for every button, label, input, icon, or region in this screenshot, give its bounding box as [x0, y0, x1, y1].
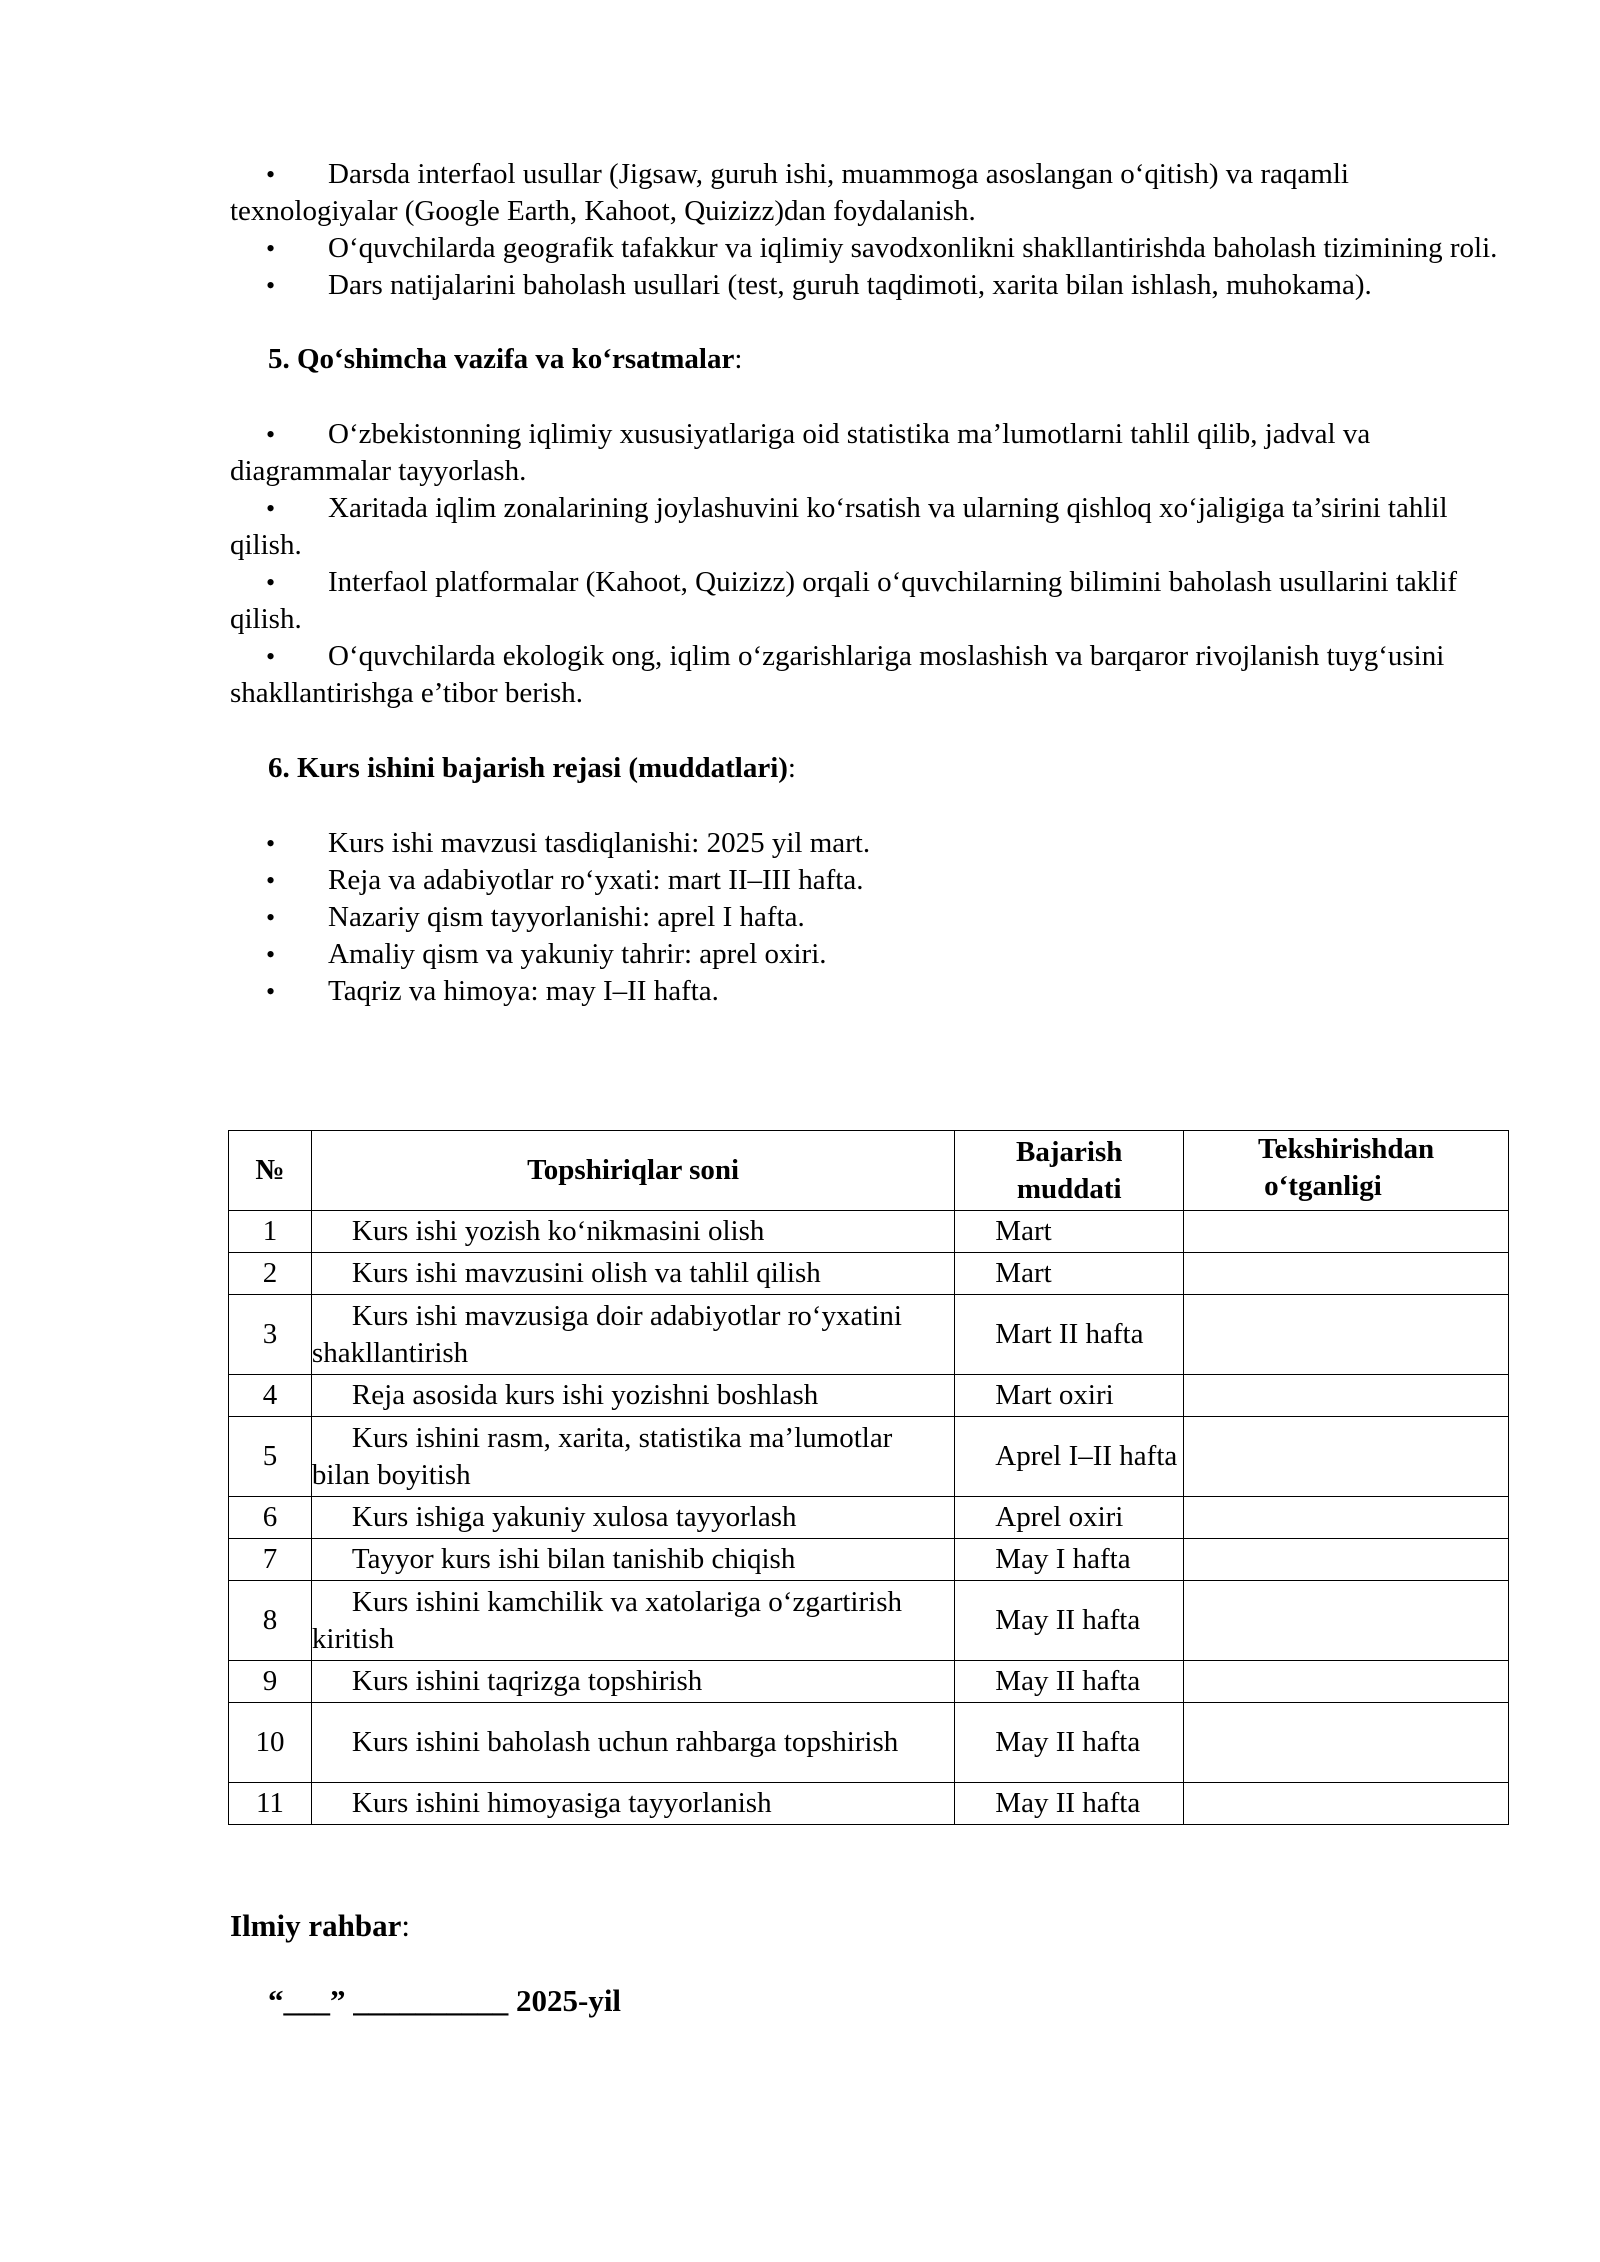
row-number: 2: [229, 1253, 312, 1295]
section-5-list: [230, 416, 1500, 712]
list-item: • Kurs ishi mavzusi tasdiqlanishi: 2025 yil mart.: [230, 825, 1500, 862]
table-row: [229, 1703, 1509, 1783]
row-number: 6: [229, 1497, 312, 1539]
row-number: 3: [229, 1295, 312, 1375]
section-6-title: 6. Kurs ishini bajarish rejasi (muddatlari): [268, 752, 788, 784]
list-item: • Interfaol platformalar (Kahoot, Quizizz) orqali o‘quvchilarning bilimini baholash usullarini taklif qilish.: [230, 566, 1458, 635]
bullet-icon: •: [266, 642, 276, 671]
check-cell: [1184, 1497, 1509, 1539]
task-cell: Kurs ishini baholash uchun rahbarga topshirish: [311, 1703, 954, 1783]
due-cell: May II hafta: [955, 1703, 1184, 1783]
table-row: [229, 1417, 1509, 1497]
check-cell: [1184, 1295, 1509, 1375]
bullet-icon: •: [266, 977, 276, 1006]
due-cell: Mart oxiri: [955, 1375, 1184, 1417]
column-header-check: Tekshirishdan o‘tganligi: [1184, 1131, 1509, 1211]
due-cell: Aprel oxiri: [955, 1497, 1184, 1539]
bullet-icon: •: [266, 234, 276, 263]
bullet-icon: •: [266, 494, 276, 523]
intro-bullet-list: [230, 156, 1500, 304]
list-item: • O‘zbekistonning iqlimiy xususiyatlariga oid statistika ma’lumotlarni tahlil qilib, jadval va diagrammalar tayyorlash.: [230, 418, 1371, 487]
check-cell: [1184, 1703, 1509, 1783]
row-number: 7: [229, 1539, 312, 1581]
due-cell: Aprel I–II hafta: [955, 1417, 1184, 1497]
task-cell: Reja asosida kurs ishi yozishni boshlash: [311, 1375, 954, 1417]
bullet-icon: •: [266, 568, 276, 597]
task-cell: Kurs ishini taqrizga topshirish: [311, 1661, 954, 1703]
due-cell: May II hafta: [955, 1581, 1184, 1661]
task-cell: Kurs ishini kamchilik va xatolariga o‘zgartirish kiritish: [311, 1581, 954, 1661]
row-number: 10: [229, 1703, 312, 1783]
column-header-number: №: [229, 1131, 312, 1211]
section-6-list: [230, 825, 1500, 1010]
list-item: • O‘quvchilarda ekologik ong, iqlim o‘zgarishlariga moslashish va barqaror rivojlanish tuyg‘usini shakllantirishga e’tibor berish.: [230, 640, 1445, 709]
due-cell: Mart: [955, 1211, 1184, 1253]
list-item: • Taqriz va himoya: may I–II hafta.: [230, 973, 1500, 1010]
check-cell: [1184, 1783, 1509, 1825]
due-cell: May II hafta: [955, 1783, 1184, 1825]
row-number: 9: [229, 1661, 312, 1703]
task-cell: Kurs ishiga yakuniy xulosa tayyorlash: [311, 1497, 954, 1539]
check-cell: [1184, 1661, 1509, 1703]
section-5-title: 5. Qo‘shimcha vazifa va ko‘rsatmalar: [268, 343, 735, 375]
row-number: 4: [229, 1375, 312, 1417]
check-cell: [1184, 1375, 1509, 1417]
task-schedule-table: [228, 1130, 1509, 1825]
table-row: [229, 1497, 1509, 1539]
list-item: • O‘quvchilarda geografik tafakkur va iqlimiy savodxonlikni shakllantirishda baholash tizimining roli.: [230, 230, 1500, 267]
bullet-icon: •: [266, 866, 276, 895]
check-cell: [1184, 1211, 1509, 1253]
list-item: • Reja va adabiyotlar ro‘yxati: mart II–III hafta.: [230, 862, 1500, 899]
table-row: [229, 1375, 1509, 1417]
list-item: • Dars natijalarini baholash usullari (test, guruh taqdimoti, xarita bilan ishlash, muhokama).: [230, 267, 1500, 304]
table-row: [229, 1253, 1509, 1295]
section-5-heading: 5. Qo‘shimcha vazifa va ko‘rsatmalar:: [268, 343, 743, 375]
table-header-row: [229, 1131, 1509, 1211]
task-cell: Kurs ishi yozish ko‘nikmasini olish: [311, 1211, 954, 1253]
signature-date-line: “___” __________ 2025-yil: [268, 1983, 622, 2018]
bullet-icon: •: [266, 829, 276, 858]
list-item: • Nazariy qism tayyorlanishi: aprel I hafta.: [230, 899, 1500, 936]
table-row: [229, 1211, 1509, 1253]
task-cell: Tayyor kurs ishi bilan tanishib chiqish: [311, 1539, 954, 1581]
list-item: • Amaliy qism va yakuniy tahrir: aprel oxiri.: [230, 936, 1500, 973]
supervisor-label: Ilmiy rahbar:: [230, 1908, 410, 1943]
column-header-due: Bajarish muddati: [955, 1131, 1184, 1211]
section-6-heading: 6. Kurs ishini bajarish rejasi (muddatlari):: [268, 752, 796, 784]
table-row: [229, 1581, 1509, 1661]
list-item: • Darsda interfaol usullar (Jigsaw, guruh ishi, muammoga asoslangan o‘qitish) va raqamli texnologiyalar (Google Earth, Kahoot, Quizizz)dan foydalanish.: [230, 158, 1349, 227]
row-number: 5: [229, 1417, 312, 1497]
task-cell: Kurs ishini rasm, xarita, statistika ma’lumotlar bilan boyitish: [311, 1417, 954, 1497]
due-cell: May I hafta: [955, 1539, 1184, 1581]
column-header-task: Topshiriqlar soni: [311, 1131, 954, 1211]
row-number: 1: [229, 1211, 312, 1253]
due-cell: Mart II hafta: [955, 1295, 1184, 1375]
check-cell: [1184, 1581, 1509, 1661]
row-number: 11: [229, 1783, 312, 1825]
document-body: [230, 150, 1500, 1010]
table-row: [229, 1295, 1509, 1375]
table-row: [229, 1539, 1509, 1581]
table-row: [229, 1783, 1509, 1825]
due-cell: Mart: [955, 1253, 1184, 1295]
due-cell: May II hafta: [955, 1661, 1184, 1703]
row-number: 8: [229, 1581, 312, 1661]
bullet-icon: •: [266, 160, 276, 189]
check-cell: [1184, 1417, 1509, 1497]
bullet-icon: •: [266, 420, 276, 449]
task-cell: Kurs ishi mavzusini olish va tahlil qilish: [311, 1253, 954, 1295]
table-row: [229, 1661, 1509, 1703]
bullet-icon: •: [266, 271, 276, 300]
check-cell: [1184, 1253, 1509, 1295]
list-item: • Xaritada iqlim zonalarining joylashuvini ko‘rsatish va ularning qishloq xo‘jaligiga ta’sirini tahlil qilish.: [230, 492, 1448, 561]
task-cell: Kurs ishi mavzusiga doir adabiyotlar ro‘yxatini shakllantirish: [311, 1295, 954, 1375]
bullet-icon: •: [266, 903, 276, 932]
task-cell: Kurs ishini himoyasiga tayyorlanish: [311, 1783, 954, 1825]
check-cell: [1184, 1539, 1509, 1581]
bullet-icon: •: [266, 940, 276, 969]
